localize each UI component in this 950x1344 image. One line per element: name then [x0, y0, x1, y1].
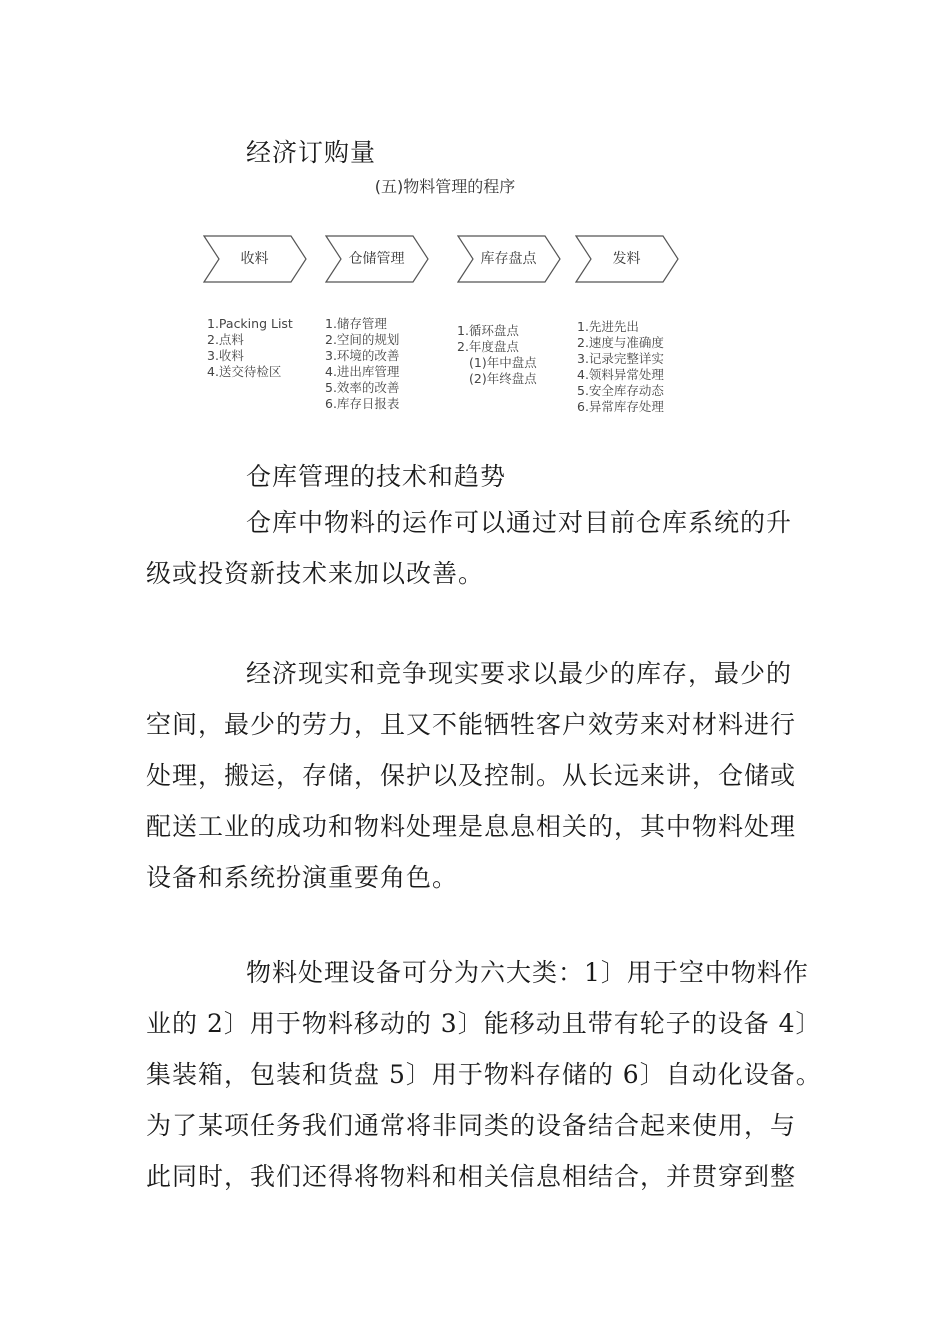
- paragraph-line: 级或投资新技术来加以改善。: [146, 559, 485, 588]
- step-item: (2)年终盘点: [469, 371, 537, 386]
- paragraph-line: 业的 2〕用于物料移动的 3〕能移动且带有轮子的设备 4〕: [146, 1009, 822, 1038]
- paragraph-1: [146, 497, 796, 599]
- paragraph-line: 此同时，我们还得将物料和相关信息相结合，并贯穿到整: [146, 1162, 797, 1191]
- paragraph-line: 处理，搬运，存储，保护以及控制。从长远来讲，仓储或: [146, 761, 797, 790]
- step-item: 2.年度盘点: [457, 339, 519, 354]
- paragraph-line: 为了某项任务我们通常将非同类的设备结合起来使用，与: [146, 1111, 797, 1140]
- step-item: 4.进出库管理: [325, 364, 400, 379]
- step-item: 1.先进先出: [577, 319, 639, 334]
- paragraph-line: 空间，最少的劳力，且又不能牺牲客户效劳来对材料进行: [146, 710, 797, 739]
- steps-issuing: [577, 319, 664, 415]
- heading-warehouse-tech: 仓库管理的技术和趋势: [246, 462, 507, 491]
- chevron-receiving: [203, 234, 308, 284]
- step-item: 4.领料异常处理: [577, 367, 664, 382]
- step-item: 2.速度与准确度: [577, 335, 664, 350]
- steps-warehouse-mgmt: [325, 316, 399, 412]
- step-item: 1.储存管理: [325, 316, 387, 331]
- paragraph-3: [146, 947, 822, 1202]
- paragraph-2: [146, 648, 796, 903]
- chevron-label: 仓储管理: [348, 251, 405, 267]
- step-item: (1)年中盘点: [469, 355, 537, 370]
- chevron-issuing: [575, 234, 680, 284]
- heading-eoq: 经济订购量: [246, 138, 377, 167]
- step-item: 5.安全库存动态: [577, 383, 664, 398]
- step-item: 4.送交待检区: [207, 364, 282, 379]
- step-item: 3.记录完整详实: [577, 351, 664, 366]
- chevron-stocktaking: [457, 234, 562, 284]
- step-item: 2.空间的规划: [325, 332, 400, 347]
- process-diagram: [195, 170, 695, 430]
- paragraph-line: 设备和系统扮演重要角色。: [146, 863, 459, 892]
- chevron-label: 库存盘点: [480, 251, 537, 267]
- chevron-label: 发料: [612, 251, 641, 267]
- chevron-warehouse-mgmt: [325, 234, 430, 284]
- paragraph-line: 仓库中物料的运作可以通过对目前仓库系统的升: [246, 508, 793, 537]
- step-item: 3.环境的改善: [325, 348, 400, 363]
- step-item: 2.点料: [207, 332, 244, 347]
- step-item: 6.库存日报表: [325, 396, 400, 411]
- step-item: 5.效率的改善: [325, 380, 400, 395]
- paragraph-line: 配送工业的成功和物料处理是息息相关的，其中物料处理: [146, 812, 797, 841]
- paragraph-line: 经济现实和竞争现实要求以最少的库存，最少的: [246, 659, 793, 688]
- step-item: 1.Packing List: [207, 316, 293, 331]
- step-item: 3.收料: [207, 348, 244, 363]
- step-item: 1.循环盘点: [457, 323, 519, 338]
- paragraph-line: 集装箱，包装和货盘 5〕用于物料存储的 6〕自动化设备。: [146, 1060, 822, 1089]
- steps-receiving: [207, 316, 293, 380]
- step-item: 6.异常库存处理: [577, 399, 664, 414]
- diagram-title: (五)物料管理的程序: [374, 177, 516, 196]
- paragraph-line: 物料处理设备可分为六大类：1〕用于空中物料作: [246, 958, 809, 987]
- steps-stocktaking: [457, 323, 537, 387]
- chevron-label: 收料: [240, 251, 269, 267]
